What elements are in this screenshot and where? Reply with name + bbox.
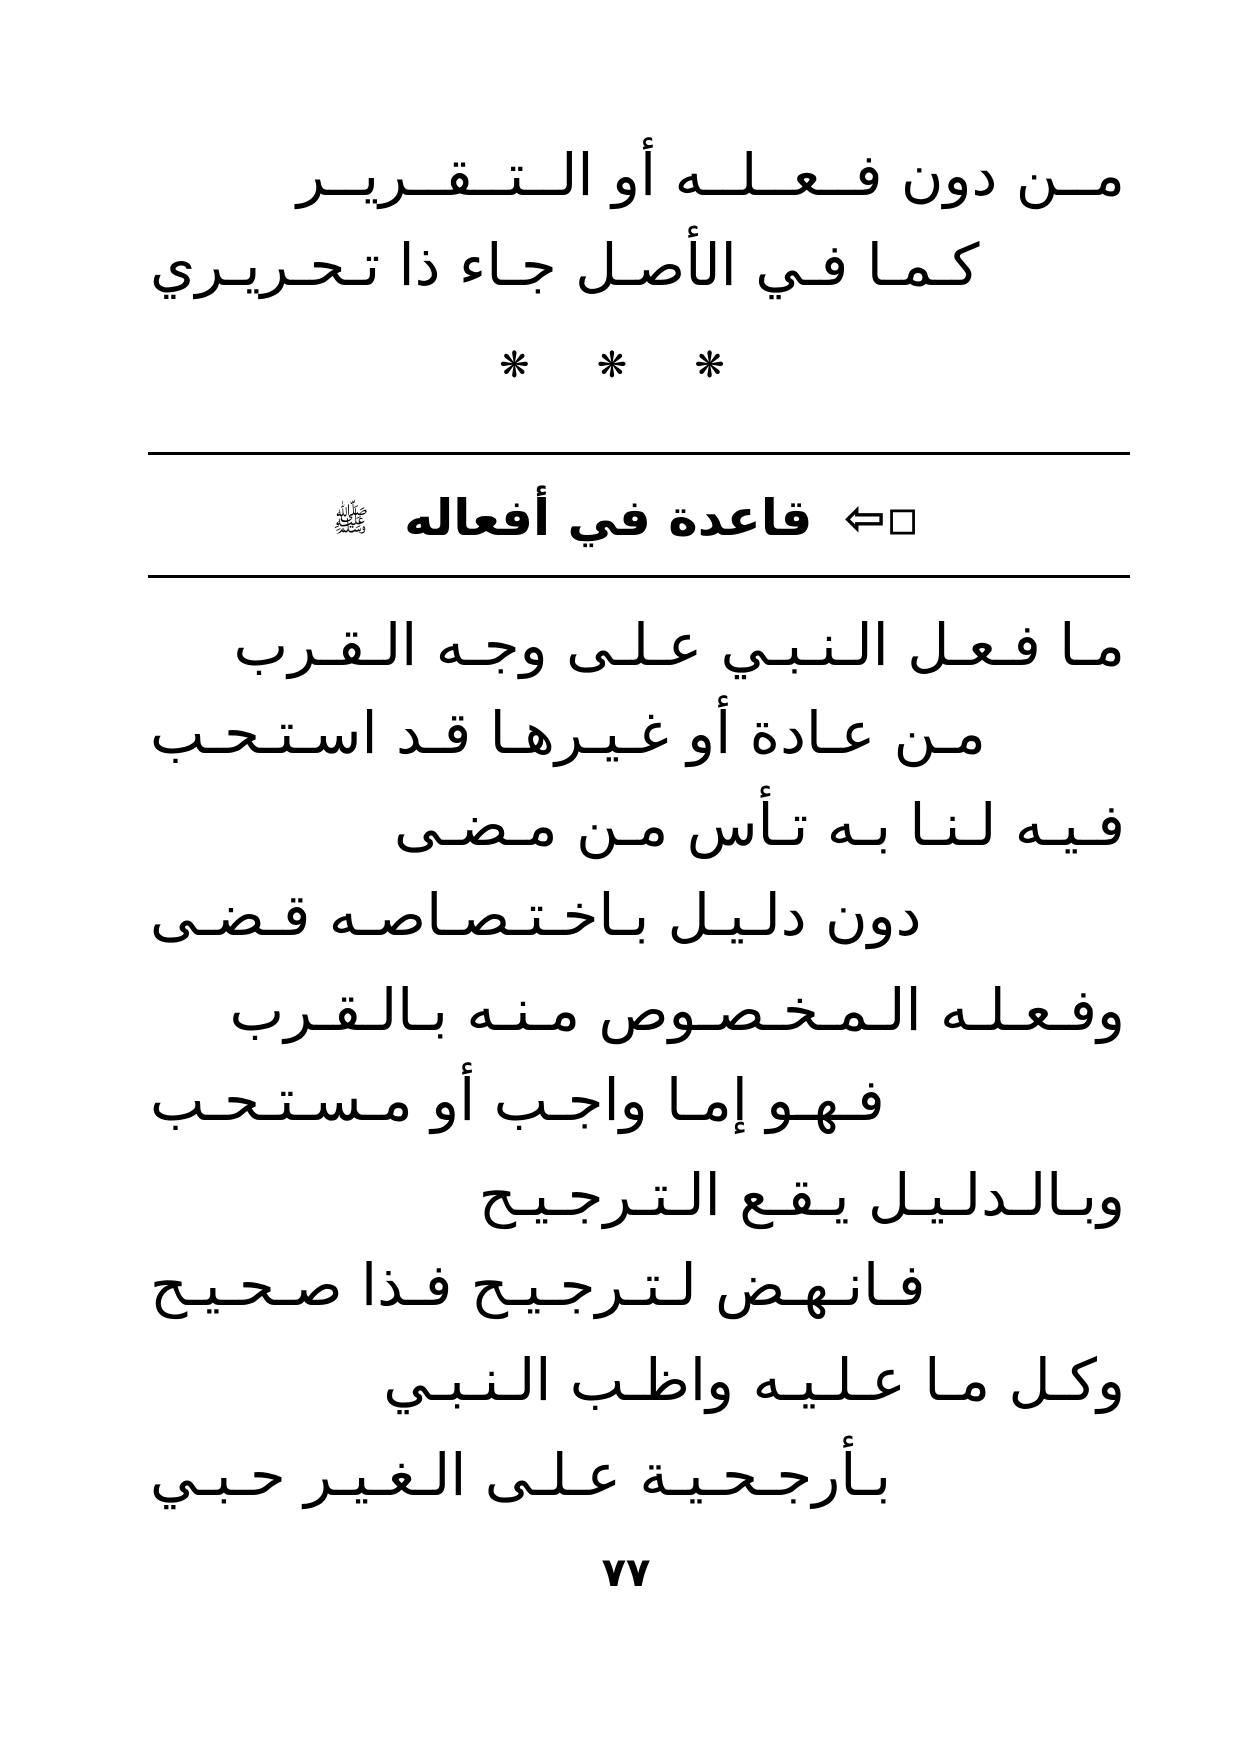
arrow-marker-icon: ▫⇦ bbox=[843, 489, 920, 547]
section-title: قاعدة في أفعاله bbox=[404, 489, 813, 547]
separator-stars: ❋ ❋ ❋ bbox=[499, 345, 753, 386]
verse-line: كـمـا فـي الأصـل جـاء ذا تـحـريـري bbox=[150, 231, 980, 299]
honorific-calligraphy: ﷺ bbox=[332, 503, 369, 539]
verse-line: وفـعـلـه الـمـخـصـوص مـنـه بـالـقـرب bbox=[229, 976, 1125, 1044]
verse-line: فـانـهـض لـتـرجـيـح فـذا صـحـيـح bbox=[150, 1251, 926, 1319]
verse-line: بـأرجـحـيـة عـلـى الـغـيـر حـبـي bbox=[150, 1441, 892, 1509]
section-heading bbox=[0, 486, 1252, 554]
page-number: ٧٧ bbox=[601, 1550, 651, 1596]
verse-line: مــن دون فــعــلــه أو الــتــقــريــر bbox=[296, 141, 1125, 209]
bottom-rule bbox=[148, 575, 1130, 578]
verse-line: مـن عـادة أو غـيـرهـا قـد اسـتـحـب bbox=[150, 699, 986, 767]
verse-line: فـيـه لـنـا بـه تـأس مـن مـضـى bbox=[393, 791, 1125, 859]
top-rule bbox=[148, 452, 1130, 455]
verse-line: وكـل مـا عـلـيـه واظـب الـنـبـي bbox=[383, 1346, 1125, 1414]
verse-line: فـهـو إمـا واجـب أو مـسـتـحـب bbox=[150, 1066, 885, 1134]
verse-line: مـا فـعـل الـنـبـي عـلـى وجـه الـقـرب bbox=[233, 611, 1125, 679]
verse-line: دون دلـيـل بـاخـتـصـاصـه قـضـى bbox=[150, 881, 922, 949]
verse-line: وبـالـدلـيـل يـقـع الـتـرجـيـح bbox=[478, 1161, 1125, 1229]
